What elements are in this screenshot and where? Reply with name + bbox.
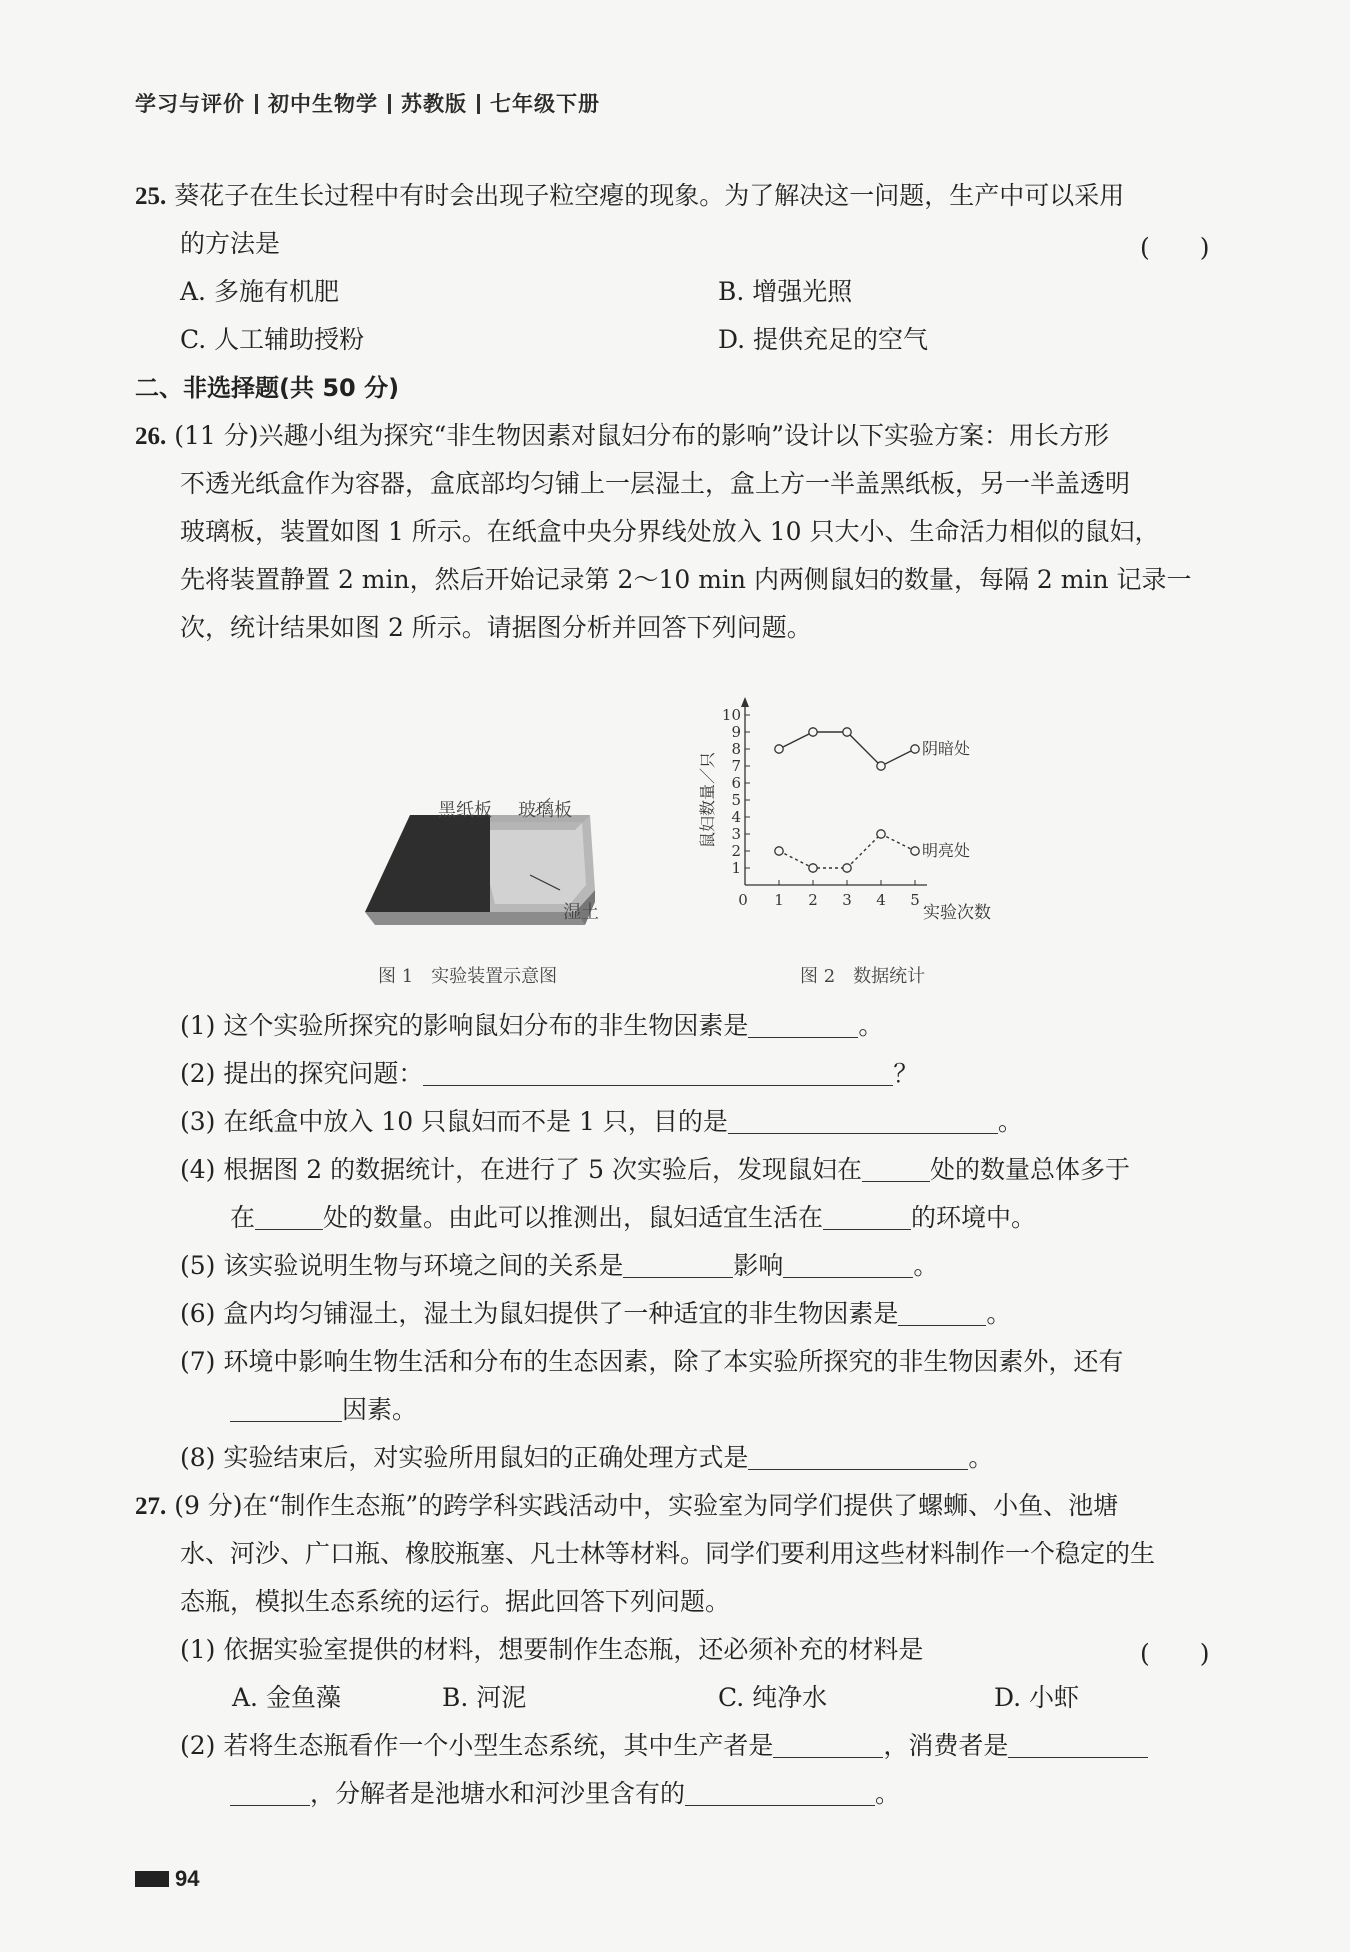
q26-sub2 — [180, 1058, 918, 1090]
sub-question-text: (2) 若将生态瓶看作一个小型生态系统，其中生产者是 — [180, 1731, 774, 1760]
answer-blank[interactable] — [773, 1733, 883, 1758]
q26-line2: 不透光纸盒作为容器，盒底部均匀铺上一层湿土，盒上方一半盖黑纸板，另一半盖透明 — [180, 469, 1131, 498]
q26-sub5 — [180, 1250, 938, 1282]
y-tick-label: 10 — [721, 706, 741, 724]
punctuation: 。 — [858, 1011, 884, 1040]
option-b: B. 增强光照 — [718, 277, 853, 306]
header-separator — [388, 94, 391, 114]
question-text: (9 分)在“制作生态瓶”的跨学科实践活动中，实验室为同学们提供了螺蛳、小鱼、池塘 — [174, 1491, 1119, 1520]
y-tick-label: 8 — [731, 740, 741, 758]
q26-line5: 次，统计结果如图 2 所示。请据图分析并回答下列问题。 — [180, 613, 812, 642]
punctuation: 。 — [875, 1779, 901, 1808]
answer-paren: ( ) — [1140, 1639, 1210, 1668]
q26-sub3 — [180, 1106, 1023, 1138]
section-heading: 二、非选择题(共 50 分) — [135, 374, 400, 402]
answer-blank[interactable] — [898, 1301, 986, 1326]
q26-sub4-line1 — [180, 1154, 1130, 1186]
x-axis-label: 实验次数 — [923, 903, 991, 923]
sub-question-text: 处的数量。由此可以推测出，鼠妇适宜生活在 — [323, 1203, 824, 1232]
data-point — [775, 847, 783, 855]
y-tick-label: 3 — [731, 825, 741, 843]
y-tick-label: 1 — [731, 859, 741, 877]
question-number: 26. — [135, 423, 167, 450]
sub-question-text: ，消费者是 — [883, 1731, 1009, 1760]
q26-sub7-line2 — [230, 1394, 417, 1426]
x-tick-label: 3 — [842, 891, 852, 909]
answer-blank[interactable] — [623, 1253, 733, 1278]
series-label: 阴暗处 — [922, 739, 971, 758]
answer-blank[interactable] — [230, 1397, 342, 1422]
y-tick-label: 7 — [731, 757, 741, 775]
y-tick-label: 4 — [731, 808, 741, 826]
header-part: 七年级下册 — [490, 92, 600, 116]
header-part: 学习与评价 — [135, 92, 245, 116]
page-number-text: 94 — [175, 1866, 200, 1891]
page-number-bar — [135, 1871, 169, 1887]
sub-question-text: (8) 实验结束后，对实验所用鼠妇的正确处理方式是 — [180, 1443, 749, 1472]
q26-sub8 — [180, 1442, 993, 1474]
q27-sub2-line1 — [180, 1730, 1148, 1762]
question-number: 25. — [135, 183, 167, 210]
option-c: C. 人工辅助授粉 — [180, 325, 365, 354]
q27-sub1: (1) 依据实验室提供的材料，想要制作生态瓶，还必须补充的材料是 — [180, 1635, 924, 1664]
sub-question-text: ，分解者是池塘水和河沙里含有的 — [310, 1779, 686, 1808]
y-tick-label: 2 — [731, 842, 741, 860]
punctuation: 。 — [968, 1443, 994, 1472]
header-separator — [255, 94, 258, 114]
y-axis-label: 鼠妇数量／只 — [698, 751, 717, 849]
answer-blank[interactable] — [748, 1013, 858, 1038]
sub-question-text: (3) 在纸盒中放入 10 只鼠妇而不是 1 只，目的是 — [180, 1107, 728, 1136]
data-point — [911, 847, 919, 855]
data-point — [843, 728, 851, 736]
answer-blank[interactable] — [823, 1205, 911, 1230]
question-number: 27. — [135, 1493, 167, 1520]
q27-line3: 态瓶，模拟生态系统的运行。据此回答下列问题。 — [180, 1587, 731, 1616]
running-header — [135, 88, 600, 118]
series-line — [779, 834, 915, 868]
x-tick-label: 0 — [738, 891, 748, 909]
q27-sub2-line2 — [230, 1778, 900, 1810]
q27-line2: 水、河沙、广口瓶、橡胶瓶塞、凡士林等材料。同学们要利用这些材料制作一个稳定的生 — [180, 1539, 1156, 1568]
sub-question-text: 在 — [230, 1203, 256, 1232]
header-part: 苏教版 — [401, 92, 467, 116]
punctuation: ？ — [893, 1059, 919, 1088]
q26-line4: 先将装置静置 2 min，然后开始记录第 2～10 min 内两侧鼠妇的数量，每隔 2 min 记录一 — [180, 565, 1192, 594]
q26-line3: 玻璃板，装置如图 1 所示。在纸盒中央分界线处放入 10 只大小、生命活力相似的鼠妇， — [180, 517, 1160, 546]
q26-sub4-line2 — [230, 1202, 1036, 1234]
sub-question-text: (5) 该实验说明生物与环境之间的关系是 — [180, 1251, 624, 1280]
option-d: D. 小虾 — [994, 1683, 1080, 1712]
q26-sub6 — [180, 1298, 1011, 1330]
data-point — [877, 830, 885, 838]
q25-line2: 的方法是 — [180, 229, 281, 258]
x-tick-label: 1 — [774, 891, 784, 909]
header-separator — [477, 94, 480, 114]
x-tick-label: 5 — [910, 891, 920, 909]
sub-question-text: (4) 根据图 2 的数据统计，在进行了 5 次实验后，发现鼠妇在 — [180, 1155, 862, 1184]
y-tick-label: 9 — [731, 723, 741, 741]
data-point — [911, 745, 919, 753]
label-glass-plate: 玻璃板 — [518, 800, 572, 821]
punctuation: 。 — [986, 1299, 1012, 1328]
answer-blank[interactable] — [423, 1061, 893, 1086]
answer-blank[interactable] — [1008, 1733, 1148, 1758]
q27-line1 — [135, 1490, 1118, 1523]
q26-sub1 — [180, 1010, 883, 1042]
q25-line1 — [135, 180, 1124, 213]
option-a: A. 多施有机肥 — [180, 277, 339, 306]
series-label: 明亮处 — [922, 841, 971, 860]
y-tick-label: 6 — [731, 774, 741, 792]
data-point — [809, 864, 817, 872]
q26-sub7-line1: (7) 环境中影响生物生活和分布的生态因素，除了本实验所探究的非生物因素外，还有 — [180, 1347, 1124, 1376]
label-black-board: 黑纸板 — [438, 800, 492, 821]
punctuation: 。 — [997, 1107, 1023, 1136]
series-line — [779, 732, 915, 766]
sub-question-text: 处的数量总体多于 — [929, 1155, 1130, 1184]
label-wet-soil: 湿土 — [563, 902, 599, 923]
sub-question-text: 因素。 — [342, 1395, 418, 1424]
sub-question-text: (1) 这个实验所探究的影响鼠妇分布的非生物因素是 — [180, 1011, 749, 1040]
option-b: B. 河泥 — [442, 1683, 527, 1712]
box-front-shadow — [365, 912, 585, 925]
sub-question-text: (2) 提出的探究问题： — [180, 1059, 424, 1088]
header-part: 初中生物学 — [268, 92, 378, 116]
answer-blank[interactable] — [748, 1445, 968, 1470]
answer-blank[interactable] — [230, 1781, 310, 1806]
punctuation: 。 — [913, 1251, 939, 1280]
figure2-line-chart — [670, 670, 1070, 950]
sub-question-text: (6) 盒内均匀铺湿土，湿土为鼠妇提供了一种适宜的非生物因素是 — [180, 1299, 899, 1328]
q26-line1 — [135, 420, 1109, 453]
sub-question-text: 的环境中。 — [911, 1203, 1037, 1232]
y-axis-arrow — [741, 697, 749, 707]
y-tick-label: 5 — [731, 791, 741, 809]
x-tick-label: 2 — [808, 891, 818, 909]
sub-question-text: 影响 — [733, 1251, 784, 1280]
question-text: 葵花子在生长过程中有时会出现子粒空瘪的现象。为了解决这一问题，生产中可以采用 — [174, 181, 1125, 210]
x-tick-label: 4 — [876, 891, 886, 909]
option-d: D. 提供充足的空气 — [718, 325, 929, 354]
page-number — [135, 1866, 199, 1892]
data-point — [775, 745, 783, 753]
option-c: C. 纯净水 — [718, 1683, 828, 1712]
figure1-caption: 图 1 实验装置示意图 — [378, 966, 558, 987]
data-point — [843, 864, 851, 872]
answer-blank[interactable] — [255, 1205, 323, 1230]
answer-paren: ( ) — [1140, 233, 1210, 262]
question-text: (11 分)兴趣小组为探究“非生物因素对鼠妇分布的影响”设计以下实验方案：用长方形 — [174, 421, 1110, 450]
answer-blank[interactable] — [685, 1781, 875, 1806]
answer-blank[interactable] — [783, 1253, 913, 1278]
data-point — [809, 728, 817, 736]
answer-blank[interactable] — [862, 1157, 930, 1182]
black-cardboard — [365, 815, 490, 912]
answer-blank[interactable] — [728, 1109, 998, 1134]
figure2-caption: 图 2 数据统计 — [800, 966, 926, 987]
option-a: A. 金鱼藻 — [232, 1683, 341, 1712]
data-point — [877, 762, 885, 770]
